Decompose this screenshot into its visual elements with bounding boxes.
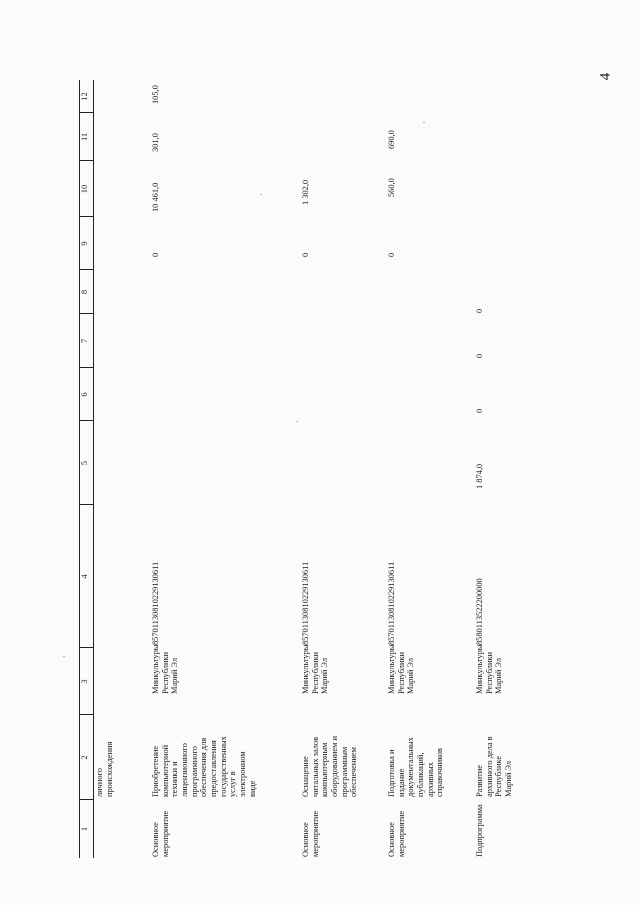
table-row-1-col11: 301,0 <box>151 133 160 152</box>
table-row-3-col10: 560,0 <box>387 178 396 197</box>
table-row-3-col9: 0 <box>387 252 396 257</box>
scan-speck <box>296 421 298 422</box>
table-row-1-col9: 0 <box>151 252 160 257</box>
col-header-6: 6 <box>80 392 89 397</box>
table-row-4-col1: Подпрограмма <box>475 804 484 857</box>
table-row-3-col1: Основное мероприятие <box>387 810 406 857</box>
table-row-3-col3: Минкультуры Республики Марий Эл <box>387 644 416 694</box>
table-row-1-col1: Основное мероприятие <box>151 810 170 857</box>
table-row-2-col1: Основное мероприятие <box>301 810 320 857</box>
col-header-2: 2 <box>80 755 89 760</box>
page-number: 4 <box>597 72 614 81</box>
col-header-10: 10 <box>80 184 89 194</box>
table-row-0-col2: личного происхождения <box>95 741 114 797</box>
table-row-1-col2: Приобретение компьютерной техники и лицензионного программного обеспечения для предоставления государственных услуг в электронном виде <box>151 736 257 797</box>
col-header-3: 3 <box>80 679 89 684</box>
table-row-3-col11: 690,0 <box>387 130 396 149</box>
col-header-5: 5 <box>80 460 89 466</box>
scan-speck <box>423 122 425 123</box>
col-header-11: 11 <box>80 132 89 142</box>
table-row-1-col4: 857011308102291З0611 <box>151 561 160 645</box>
table-row-3-col2: Подготовка и издание документальных публикаций, архивных справочников <box>387 737 445 797</box>
table-row-4-col8: 0 <box>475 308 484 313</box>
table-row-1-col12: 105,0 <box>151 85 160 104</box>
budget-table <box>79 78 619 858</box>
table-row-3-col4: 857011308102291З0611 <box>387 561 396 645</box>
col-header-8: 8 <box>80 289 89 295</box>
table-row-1-col10: 10 461,0 <box>151 182 160 212</box>
table-row-2-col3: Минкультуры Республики Марий Эл <box>301 644 330 694</box>
col-header-7: 7 <box>80 338 89 344</box>
table-row-4-col2: Развитие архивного дела в Республике Марий Эл <box>475 736 513 797</box>
col-header-9: 9 <box>80 241 89 246</box>
table-row-4-col6: 0 <box>475 408 484 413</box>
table-row-4-col5: 1 874,0 <box>475 463 484 489</box>
table-row-1-col3: Минкультуры Республики Марий Эл <box>151 644 180 694</box>
table-row-2-col4: 857011308102291З0611 <box>301 561 310 645</box>
table-row-4-col4: 858011З522200000 <box>475 578 484 645</box>
table-row-4-col7: 0 <box>475 353 484 358</box>
table-row-2-col10: 1 302,0 <box>301 179 310 205</box>
header-bottom-border <box>93 80 94 858</box>
col-header-12: 12 <box>80 92 89 101</box>
table-row-2-col9: 0 <box>301 252 310 257</box>
table-row-4-col3: Минкультуры Республики Марий Эл <box>475 644 504 694</box>
scan-speck <box>260 194 262 195</box>
scan-speck <box>63 656 65 657</box>
table-row-2-col2: Оснащение читальных залов компьютерным оборудованием и программным обеспечением <box>301 736 359 797</box>
col-header-4: 4 <box>80 574 89 579</box>
col-header-1: 1 <box>80 826 89 832</box>
